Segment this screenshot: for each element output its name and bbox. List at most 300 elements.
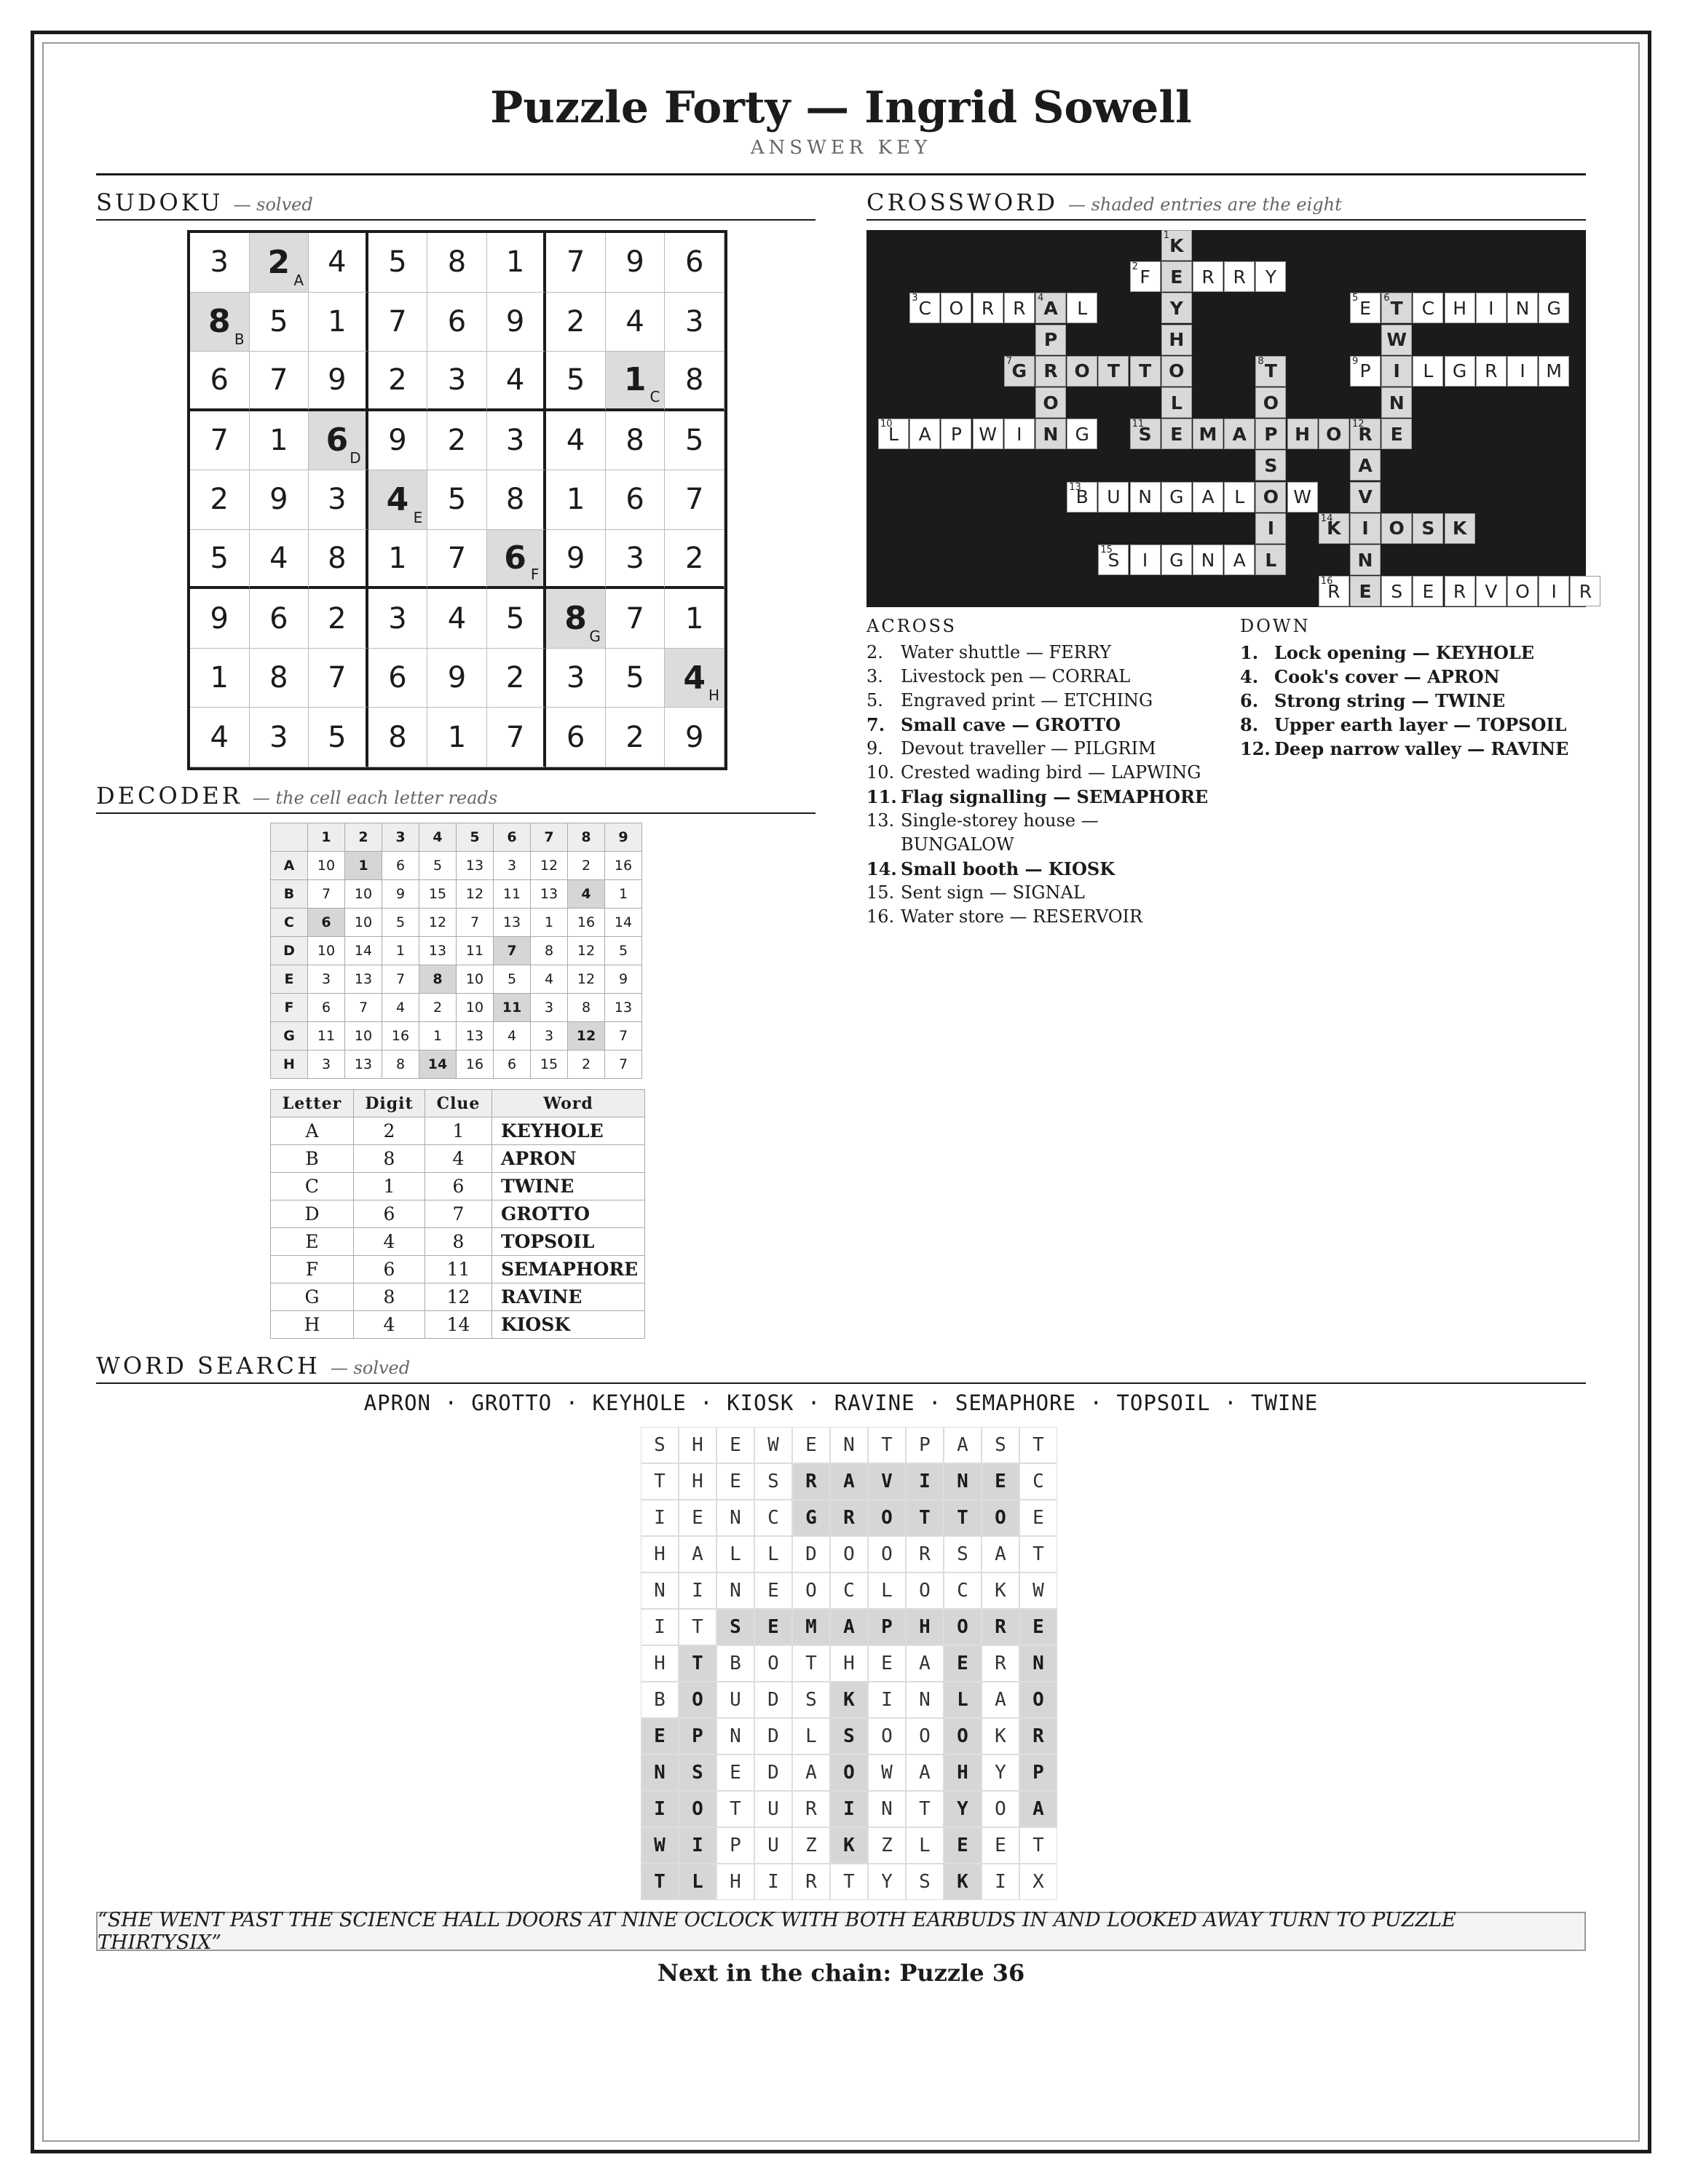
crossword-cell: U (1098, 482, 1129, 513)
wordsearch-cell: K (830, 1682, 868, 1718)
clue-number: 9. (866, 738, 883, 759)
wordsearch-cell: L (754, 1536, 792, 1572)
key-cell: B (271, 1145, 354, 1173)
wordsearch-cell: S (716, 1609, 754, 1645)
sudoku-cell: 2 (190, 470, 250, 530)
decoder-cell: 3 (531, 994, 568, 1022)
wordsearch-cell: L (716, 1536, 754, 1572)
key-column-header: Word (492, 1090, 645, 1117)
decoder-cell: 10 (345, 880, 382, 909)
wordsearch-cell: H (830, 1645, 868, 1682)
decoder-cell: 11 (494, 994, 531, 1022)
wordsearch-cell: T (1019, 1536, 1057, 1572)
sudoku-cell: 4 H (665, 649, 724, 708)
decoder-column-header: 9 (605, 823, 642, 852)
clue-text: Water shuttle — FERRY (901, 642, 1111, 662)
sudoku-cell-letter: B (234, 331, 245, 349)
wordsearch-cell: E (641, 1718, 679, 1754)
wordsearch-cell: T (792, 1645, 830, 1682)
decoder-note: — the cell each letter reads (252, 788, 498, 808)
crossword-clue-number: 14 (1320, 513, 1333, 524)
decoder-row-label: D (271, 937, 308, 965)
decoder-row-label: G (271, 1022, 308, 1051)
crossword-clue-number: 11 (1132, 419, 1145, 430)
clue-number: 2. (866, 642, 883, 662)
decoder-cell: 10 (457, 994, 494, 1022)
decoder-cell: 12 (419, 909, 457, 937)
crossword-cell: B 13 (1067, 482, 1097, 513)
decoder-table (270, 823, 642, 1079)
wordsearch-cell: T (716, 1791, 754, 1827)
wordsearch-cell: N (716, 1572, 754, 1609)
key-cell: SEMAPHORE (492, 1256, 645, 1283)
decoder-heading-label: DECODER (96, 782, 242, 810)
decoder-row-label: E (271, 965, 308, 994)
sudoku-cell: 1 C (606, 352, 666, 411)
wordsearch-cell: R (1019, 1718, 1057, 1754)
clue-item (1240, 713, 1590, 737)
crossword-cell: W (1287, 482, 1318, 513)
wordsearch-cell: M (792, 1609, 830, 1645)
decoder-cell: 1 (382, 937, 419, 965)
wordsearch-cell: N (868, 1791, 906, 1827)
wordsearch-cell: L (868, 1572, 906, 1609)
crossword-cell: A (1193, 482, 1223, 513)
key-column-header: Letter (271, 1090, 354, 1117)
sudoku-cell: 3 (250, 708, 309, 767)
wordsearch-cell: K (944, 1864, 982, 1900)
crossword-cell: I (1004, 419, 1035, 449)
wordsearch-cell: E (1019, 1609, 1057, 1645)
sudoku-cell: 1 (546, 470, 606, 530)
crossword-cell: E 5 (1350, 293, 1381, 323)
crossword-cell: E (1381, 419, 1412, 449)
decoder-cell: 10 (308, 852, 345, 880)
wordsearch-cell: E (754, 1609, 792, 1645)
sudoku-cell: 2 (546, 293, 606, 352)
key-cell: KEYHOLE (492, 1117, 645, 1145)
sudoku-cell: 1 (487, 233, 547, 293)
wordsearch-cell: I (641, 1500, 679, 1536)
crossword-cell: T (1130, 356, 1161, 387)
key-cell: A (271, 1117, 354, 1145)
wordsearch-cell: S (944, 1536, 982, 1572)
decoder-column-header: 3 (382, 823, 419, 852)
decoder-cell: 13 (457, 1022, 494, 1051)
wordsearch-cell: O (868, 1718, 906, 1754)
sudoku-cell: 6 F (487, 530, 547, 590)
wordsearch-cell: B (716, 1645, 754, 1682)
decoder-cell: 8 (531, 937, 568, 965)
key-cell: D (271, 1200, 354, 1228)
next-puzzle: Next in the chain: Puzzle 36 (657, 1959, 1025, 1987)
sudoku-cell: 1 (250, 411, 309, 471)
wordsearch-cell: R (792, 1791, 830, 1827)
decoder-column-header: 5 (457, 823, 494, 852)
crossword-cell: G 7 (1004, 356, 1035, 387)
wordsearch-cell: C (944, 1572, 982, 1609)
crossword-cell: I (1539, 576, 1569, 606)
crossword-rule (866, 219, 1586, 221)
decoder-cell: 7 (308, 880, 345, 909)
decoder-cell: 7 (605, 1051, 642, 1079)
crossword-cell: O (1161, 356, 1192, 387)
sudoku-cell-letter: D (350, 449, 361, 467)
key-row (271, 1283, 645, 1311)
decoder-cell: 5 (494, 965, 531, 994)
sudoku-cell: 5 (250, 293, 309, 352)
wordsearch-cell: I (906, 1463, 944, 1500)
crossword-cell: O (1035, 387, 1066, 418)
key-cell: 6 (425, 1173, 492, 1200)
key-row (271, 1256, 645, 1283)
wordsearch-cell: T (944, 1500, 982, 1536)
decoder-cell: 6 (308, 909, 345, 937)
decoder-cell: 13 (494, 909, 531, 937)
crossword-cell: N (1035, 419, 1066, 449)
wordsearch-cell: T (868, 1427, 906, 1463)
sudoku-cell: 4 (309, 233, 368, 293)
sudoku-heading (96, 188, 313, 219)
sudoku-cell: 2 (427, 411, 487, 471)
clue-text: Small cave — GROTTO (901, 714, 1121, 735)
crossword-cell: R (1570, 576, 1600, 606)
decoder-cell: 7 (494, 937, 531, 965)
sudoku-cell-letter: F (530, 566, 540, 584)
key-row (271, 1173, 645, 1200)
wordsearch-cell: H (679, 1463, 716, 1500)
decoder-cell: 2 (568, 852, 605, 880)
clue-text: Sent sign — SIGNAL (901, 882, 1085, 903)
wordsearch-cell: O (830, 1536, 868, 1572)
key-cell: 1 (425, 1117, 492, 1145)
crossword-cell: L (1224, 482, 1255, 513)
sudoku-cell-letter: G (589, 627, 601, 645)
sudoku-cell: 7 (665, 470, 724, 530)
decoder-cell: 16 (457, 1051, 494, 1079)
crossword-cell: R (1035, 356, 1066, 387)
crossword-cell: P (1255, 419, 1286, 449)
wordsearch-cell: H (944, 1754, 982, 1791)
wordsearch-cell: A (792, 1754, 830, 1791)
clue-number: 16. (866, 906, 895, 927)
crossword-clue-number: 6 (1383, 293, 1390, 304)
clue-item (866, 761, 1216, 785)
wordsearch-cell: T (1019, 1827, 1057, 1864)
wordsearch-cell: C (754, 1500, 792, 1536)
key-cell: 14 (425, 1311, 492, 1339)
sudoku-cell: 9 (606, 233, 666, 293)
sudoku-cell: 4 (427, 589, 487, 649)
sudoku-cell: 9 (190, 589, 250, 649)
crossword-cell: W (1381, 325, 1412, 355)
wordsearch-cell: H (679, 1427, 716, 1463)
clue-number: 4. (1240, 666, 1259, 687)
key-row (271, 1311, 645, 1339)
crossword-clue-number: 1 (1163, 230, 1170, 241)
decoder-cell: 3 (308, 1051, 345, 1079)
decoder-cell: 16 (382, 1022, 419, 1051)
sudoku-cell: 6 (546, 708, 606, 767)
crossword-clue-number: 10 (880, 419, 893, 430)
clue-item (866, 857, 1216, 881)
crossword-cell: R (1476, 356, 1507, 387)
crossword-cell: O (1381, 513, 1412, 544)
wordsearch-cell: W (1019, 1572, 1057, 1609)
wordsearch-cell: W (868, 1754, 906, 1791)
decoder-cell: 12 (531, 852, 568, 880)
wordsearch-cell: W (754, 1427, 792, 1463)
wordsearch-cell: N (830, 1427, 868, 1463)
clue-number: 13. (866, 810, 895, 831)
wordsearch-cell: L (792, 1718, 830, 1754)
key-row (271, 1145, 645, 1173)
decoder-cell: 1 (605, 880, 642, 909)
decoder-cell: 4 (382, 994, 419, 1022)
wordsearch-cell: L (906, 1827, 944, 1864)
sudoku-cell: 1 (368, 530, 428, 590)
decoder-row (271, 965, 642, 994)
clue-number: 14. (866, 858, 897, 879)
decoder-cell: 6 (308, 994, 345, 1022)
crossword-cell: S (1413, 513, 1443, 544)
decoder-row (271, 1051, 642, 1079)
sudoku-cell: 6 (368, 649, 428, 708)
wordsearch-cell: P (679, 1718, 716, 1754)
key-cell: 4 (354, 1228, 425, 1256)
sudoku-cell: 6 (190, 352, 250, 411)
wordsearch-cell: I (754, 1864, 792, 1900)
wordsearch-cell: Y (944, 1791, 982, 1827)
sudoku-cell: 8 (250, 649, 309, 708)
crossword-cell: T 6 (1381, 293, 1412, 323)
crossword-cell: R 12 (1350, 419, 1381, 449)
sudoku-cell: 2 (606, 708, 666, 767)
clue-text: Devout traveller — PILGRIM (901, 738, 1156, 759)
sudoku-cell: 8 (368, 708, 428, 767)
sudoku-cell: 5 (368, 233, 428, 293)
crossword-cell: C (1413, 293, 1443, 323)
wordsearch-cell: I (641, 1791, 679, 1827)
clue-item (866, 881, 1216, 905)
sudoku-cell: 7 (190, 411, 250, 471)
wordsearch-cell: P (716, 1827, 754, 1864)
wordsearch-cell: T (641, 1463, 679, 1500)
sudoku-cell: 5 (665, 411, 724, 471)
clue-item (1240, 689, 1590, 713)
sudoku-cell: 6 (250, 589, 309, 649)
decoder-cell: 13 (605, 994, 642, 1022)
wordsearch-cell: R (792, 1463, 830, 1500)
wordsearch-cell: U (716, 1682, 754, 1718)
sudoku-cell: 7 (606, 589, 666, 649)
clue-number: 12. (1240, 738, 1271, 759)
crossword-clue-number: 12 (1352, 419, 1365, 430)
wordsearch-cell: O (868, 1500, 906, 1536)
crossword-cell: P (941, 419, 971, 449)
wordsearch-cell: P (1019, 1754, 1057, 1791)
sudoku-cell: 6 D (309, 411, 368, 471)
key-cell: TOPSOIL (492, 1228, 645, 1256)
clue-item (1240, 665, 1590, 689)
sudoku-cell-letter: A (293, 271, 304, 289)
crossword-cell: R (973, 293, 1003, 323)
wordsearch-cell: A (982, 1682, 1019, 1718)
crossword-cell: R (1004, 293, 1035, 323)
wordsearch-cell: A (906, 1645, 944, 1682)
decoder-cell: 5 (419, 852, 457, 880)
wordsearch-cell: H (641, 1645, 679, 1682)
decoder-cell: 16 (568, 909, 605, 937)
sudoku-cell: 8 (487, 470, 547, 530)
decoder-cell: 6 (382, 852, 419, 880)
decoder-cell: 14 (419, 1051, 457, 1079)
crossword-cell: O (1319, 419, 1349, 449)
crossword-cell: Y (1161, 293, 1192, 323)
wordsearch-cell: A (1019, 1791, 1057, 1827)
decoder-row-label: H (271, 1051, 308, 1079)
across-heading: ACROSS (866, 616, 957, 636)
sudoku-cell: 4 (250, 530, 309, 590)
crossword-clue-number: 8 (1257, 355, 1264, 367)
decoder-cell: 9 (605, 965, 642, 994)
sudoku-cell: 3 (487, 411, 547, 471)
wordsearch-cell: E (982, 1463, 1019, 1500)
crossword-cell: I (1255, 513, 1286, 544)
key-cell: 6 (354, 1200, 425, 1228)
decoder-cell: 5 (382, 909, 419, 937)
wordsearch-cell: K (830, 1827, 868, 1864)
decoder-cell: 8 (419, 965, 457, 994)
wordsearch-cell: R (982, 1609, 1019, 1645)
wordsearch-cell: A (679, 1536, 716, 1572)
clue-item (866, 689, 1216, 713)
decoder-cell: 7 (382, 965, 419, 994)
key-cell: C (271, 1173, 354, 1200)
decoder-cell: 12 (568, 1022, 605, 1051)
wordsearch-cell: E (679, 1500, 716, 1536)
clue-text: Small booth — KIOSK (901, 858, 1116, 879)
crossword-cell: M (1539, 356, 1569, 387)
wordsearch-cell: N (716, 1500, 754, 1536)
decoder-cell: 12 (568, 937, 605, 965)
wordsearch-cell: D (754, 1682, 792, 1718)
sudoku-cell: 7 (309, 649, 368, 708)
crossword-clue-number: 5 (1352, 293, 1359, 304)
sudoku-cell: 6 (665, 233, 724, 293)
key-cell: APRON (492, 1145, 645, 1173)
sudoku-cell: 5 (190, 530, 250, 590)
wordsearch-cell: C (1019, 1463, 1057, 1500)
sudoku-cell: 7 (368, 293, 428, 352)
decoder-cell: 3 (308, 965, 345, 994)
decoder-row (271, 852, 642, 880)
clue-text: Deep narrow valley — RAVINE (1274, 738, 1569, 759)
wordsearch-cell: O (944, 1718, 982, 1754)
wordsearch-cell: E (792, 1427, 830, 1463)
decoder-cell: 13 (457, 852, 494, 880)
decoder-row-label: F (271, 994, 308, 1022)
decoder-row (271, 909, 642, 937)
sudoku-cell: 8 G (546, 589, 606, 649)
decoder-cell: 1 (345, 852, 382, 880)
wordsearch-cell: G (792, 1500, 830, 1536)
wordsearch-cell: V (868, 1463, 906, 1500)
sudoku-cell: 2 (665, 530, 724, 590)
wordsearch-word-list: APRON · GROTTO · KEYHOLE · KIOSK · RAVINE · SEMAPHORE · TOPSOIL · TWINE (363, 1390, 1319, 1415)
wordsearch-cell: T (679, 1609, 716, 1645)
clue-text: Cook's cover — APRON (1274, 666, 1500, 687)
wordsearch-cell: O (906, 1718, 944, 1754)
crossword-cell: C 3 (909, 293, 940, 323)
clue-number: 15. (866, 882, 895, 903)
decoder-cell: 11 (457, 937, 494, 965)
page-title: Puzzle Forty — Ingrid Sowell (490, 82, 1192, 133)
decoder-column-header: 8 (568, 823, 605, 852)
crossword-cell: S 15 (1098, 545, 1129, 575)
crossword-cell: V (1350, 482, 1381, 513)
clue-number: 10. (866, 762, 895, 783)
key-cell: 8 (354, 1283, 425, 1311)
wordsearch-cell: U (754, 1827, 792, 1864)
sudoku-cell: 9 (368, 411, 428, 471)
decoder-key-table (270, 1089, 645, 1339)
crossword-clue-number: 7 (1006, 355, 1013, 367)
clue-number: 8. (1240, 714, 1259, 735)
hidden-message: “SHE WENT PAST THE SCIENCE HALL DOORS AT NINE OCLOCK WITH BOTH EARBUDS IN AND LOOKED AWAY TURN TO PUZZLE THIRTYSIX” (96, 1912, 1586, 1951)
decoder-cell: 9 (382, 880, 419, 909)
decoder-cell: 12 (457, 880, 494, 909)
wordsearch-cell: T (906, 1500, 944, 1536)
wordsearch-cell: O (982, 1500, 1019, 1536)
wordsearch-cell: S (679, 1754, 716, 1791)
decoder-row (271, 994, 642, 1022)
crossword-cell: T (1098, 356, 1129, 387)
sudoku-cell: 8 (427, 233, 487, 293)
clue-text: Strong string — TWINE (1274, 690, 1506, 711)
crossword-cell: G (1161, 545, 1192, 575)
wordsearch-cell: O (754, 1645, 792, 1682)
sudoku-cell: 3 (190, 233, 250, 293)
wordsearch-cell: E (868, 1645, 906, 1682)
wordsearch-cell: O (1019, 1682, 1057, 1718)
crossword-cell: O (1507, 576, 1538, 606)
wordsearch-cell: T (679, 1645, 716, 1682)
wordsearch-cell: R (906, 1536, 944, 1572)
sudoku-cell: 5 (309, 708, 368, 767)
wordsearch-cell: E (982, 1827, 1019, 1864)
decoder-corner-cell (271, 823, 308, 852)
wordsearch-cell: O (906, 1572, 944, 1609)
decoder-cell: 7 (457, 909, 494, 937)
clue-text: Engraved print — ETCHING (901, 690, 1153, 711)
sudoku-cell: 7 (250, 352, 309, 411)
key-cell: 8 (425, 1228, 492, 1256)
clue-item (1240, 737, 1590, 761)
key-column-header: Clue (425, 1090, 492, 1117)
sudoku-cell: 2 (368, 352, 428, 411)
wordsearch-cell: A (830, 1609, 868, 1645)
crossword-cell: E (1161, 261, 1192, 292)
sudoku-cell-letter: E (413, 508, 423, 526)
crossword-cell: S (1255, 450, 1286, 480)
crossword-cell: E (1161, 419, 1192, 449)
clue-text: Flag signalling — SEMAPHORE (901, 786, 1209, 807)
clue-text: Water store — RESERVOIR (901, 906, 1143, 927)
decoder-column-header: 1 (308, 823, 345, 852)
decoder-cell: 10 (457, 965, 494, 994)
crossword-grid (866, 230, 1592, 607)
